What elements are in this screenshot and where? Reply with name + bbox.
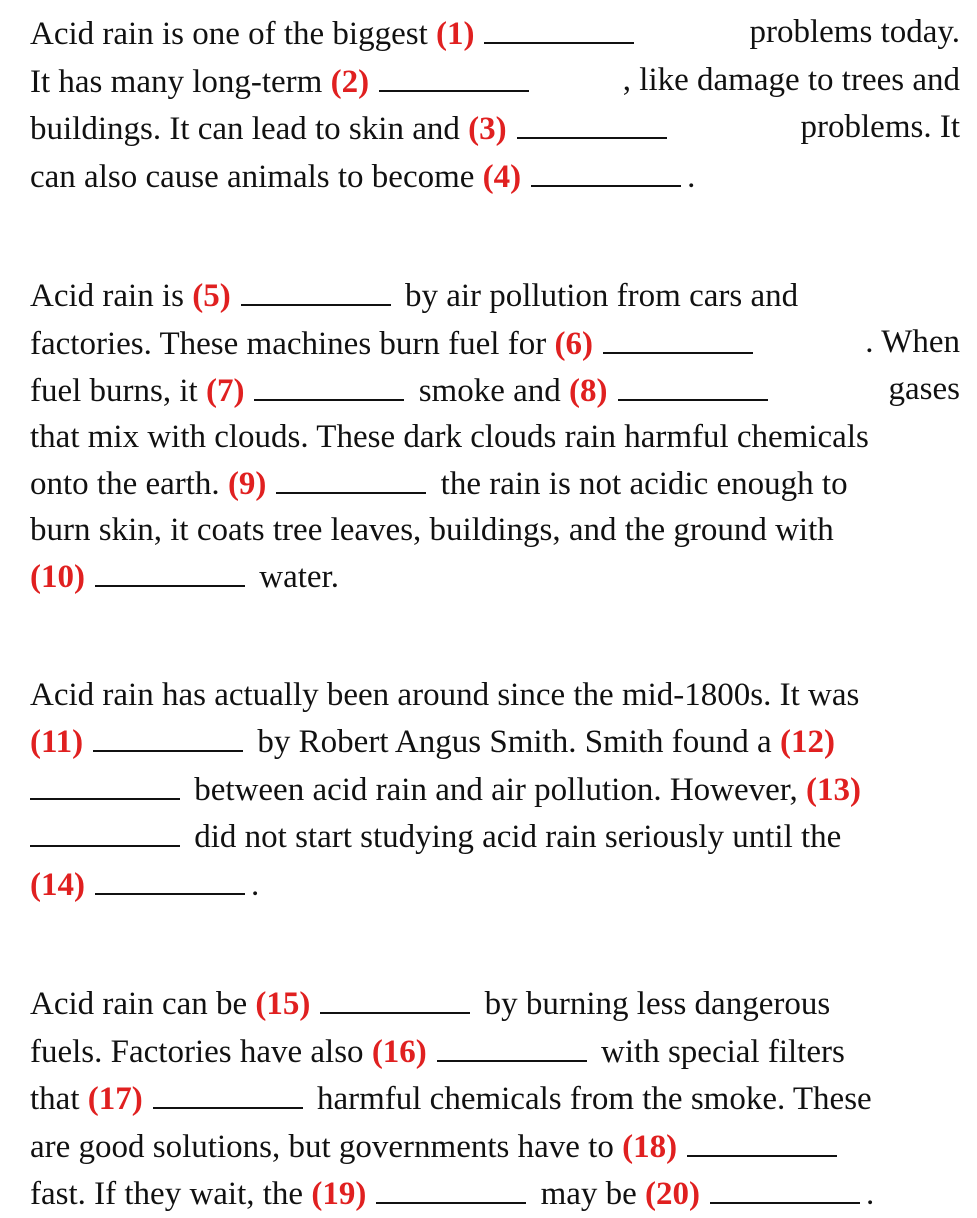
p1-line-1: [30, 10, 960, 58]
blank-number-2: (2): [330, 63, 370, 100]
p2-line-4: [30, 415, 960, 461]
paragraph-2: [30, 272, 960, 601]
spacer: [30, 908, 960, 980]
p4-line-5: [30, 1170, 960, 1218]
blank-10[interactable]: [95, 553, 245, 587]
p3-text: did not start studying acid rain seriously until the: [194, 819, 842, 855]
blank-number-3: (3): [468, 111, 507, 147]
blank-18[interactable]: [687, 1123, 837, 1157]
p1-text: , like damage to trees and: [622, 61, 960, 98]
p1-line-3: [30, 105, 960, 153]
p2-text: the rain is not acidic enough to: [440, 466, 848, 502]
spacer: [30, 200, 960, 272]
blank-14[interactable]: [95, 861, 245, 895]
paragraph-3: [30, 673, 960, 909]
p4-text: harmful chemicals from the smoke. These: [316, 1081, 872, 1117]
p2-text: Acid rain is: [30, 278, 184, 314]
blank-number-1: (1): [436, 16, 475, 52]
blank-7[interactable]: [254, 367, 404, 401]
p3-line-3: [30, 766, 960, 814]
p4-line-2: [30, 1028, 960, 1076]
p4-line-3: [30, 1075, 960, 1123]
p3-text: .: [250, 866, 260, 903]
blank-number-11: (11): [30, 724, 84, 760]
blank-15[interactable]: [320, 980, 470, 1014]
blank-number-14: (14): [30, 866, 85, 903]
p2-text: onto the earth.: [30, 466, 220, 502]
blank-number-17: (17): [87, 1081, 143, 1117]
p4-text: .: [866, 1176, 875, 1212]
paragraph-1: [30, 10, 960, 200]
p3-text: Acid rain has actually been around since the mid-1800s. It was: [30, 676, 860, 713]
p2-line-6: [30, 508, 960, 554]
p3-line-2: [30, 718, 960, 766]
p3-line-4: [30, 813, 960, 861]
blank-1[interactable]: [484, 10, 634, 44]
p4-text: may be: [540, 1176, 637, 1212]
p4-line-1: [30, 980, 960, 1028]
spacer: [30, 601, 960, 673]
p4-text: fuels. Factories have also: [30, 1033, 364, 1070]
p2-text: burn skin, it coats tree leaves, buildings, and the ground with: [30, 511, 834, 548]
blank-number-10: (10): [30, 559, 85, 595]
p1-text: .: [687, 158, 696, 195]
blank-17[interactable]: [153, 1075, 303, 1109]
p2-text: . When: [865, 323, 960, 360]
p4-text: that: [30, 1081, 80, 1117]
blank-11[interactable]: [93, 718, 243, 752]
p4-text: fast. If they wait, the: [30, 1176, 304, 1212]
p3-line-5: [30, 861, 960, 909]
blank-number-4: (4): [482, 158, 522, 195]
blank-number-20: (20): [645, 1176, 701, 1212]
p2-text: by air pollution from cars and: [404, 278, 799, 314]
worksheet: [30, 10, 960, 1218]
p1-text: problems today.: [749, 14, 960, 50]
p1-text: buildings. It can lead to skin and: [30, 111, 460, 147]
blank-4[interactable]: [531, 153, 681, 187]
p4-text: with special filters: [601, 1033, 845, 1070]
p2-line-2: [30, 320, 960, 368]
blank-number-15: (15): [255, 986, 311, 1022]
blank-number-6: (6): [554, 325, 593, 362]
p3-text: between acid rain and air pollution. However,: [194, 771, 798, 808]
p2-text: factories. These machines burn fuel for: [30, 325, 547, 362]
blank-9[interactable]: [276, 460, 426, 494]
blank-8[interactable]: [618, 367, 768, 401]
p2-text: gases: [888, 371, 960, 407]
p2-text: fuel burns, it: [30, 373, 198, 409]
p4-text: are good solutions, but governments have to: [30, 1128, 614, 1165]
blank-16[interactable]: [437, 1028, 587, 1062]
blank-20[interactable]: [710, 1170, 860, 1204]
blank-number-8: (8): [569, 373, 608, 409]
p2-text: smoke and: [418, 373, 561, 409]
p3-line-1: [30, 673, 960, 719]
p1-line-4: [30, 153, 960, 201]
blank-13[interactable]: [30, 813, 180, 847]
blank-number-18: (18): [622, 1128, 678, 1165]
p4-line-4: [30, 1123, 960, 1171]
p1-text: Acid rain is one of the biggest: [30, 16, 428, 52]
blank-2[interactable]: [379, 58, 529, 92]
p2-line-5: [30, 460, 960, 508]
p2-line-7: [30, 553, 960, 601]
blank-6[interactable]: [603, 320, 753, 354]
blank-number-5: (5): [192, 278, 231, 314]
p2-text: water.: [259, 559, 339, 595]
blank-5[interactable]: [241, 272, 391, 306]
p2-line-1: [30, 272, 960, 320]
blank-12[interactable]: [30, 766, 180, 800]
p1-text: can also cause animals to become: [30, 158, 475, 195]
p4-text: by burning less dangerous: [484, 986, 831, 1022]
blank-number-12: (12): [779, 724, 835, 760]
p2-line-3: [30, 367, 960, 415]
p1-line-2: [30, 58, 960, 106]
p3-text: by Robert Angus Smith. Smith found a: [257, 724, 772, 760]
blank-number-7: (7): [205, 373, 245, 409]
p1-text: problems. It: [800, 109, 960, 145]
blank-number-13: (13): [805, 771, 861, 808]
blank-number-9: (9): [227, 466, 267, 502]
p4-text: Acid rain can be: [30, 986, 248, 1022]
paragraph-4: [30, 980, 960, 1218]
p1-text: It has many long-term: [30, 63, 323, 100]
blank-19[interactable]: [376, 1170, 526, 1204]
blank-number-16: (16): [371, 1033, 427, 1070]
p2-text: that mix with clouds. These dark clouds rain harmful chemicals: [30, 418, 869, 455]
blank-3[interactable]: [517, 105, 667, 139]
blank-number-19: (19): [311, 1176, 367, 1212]
